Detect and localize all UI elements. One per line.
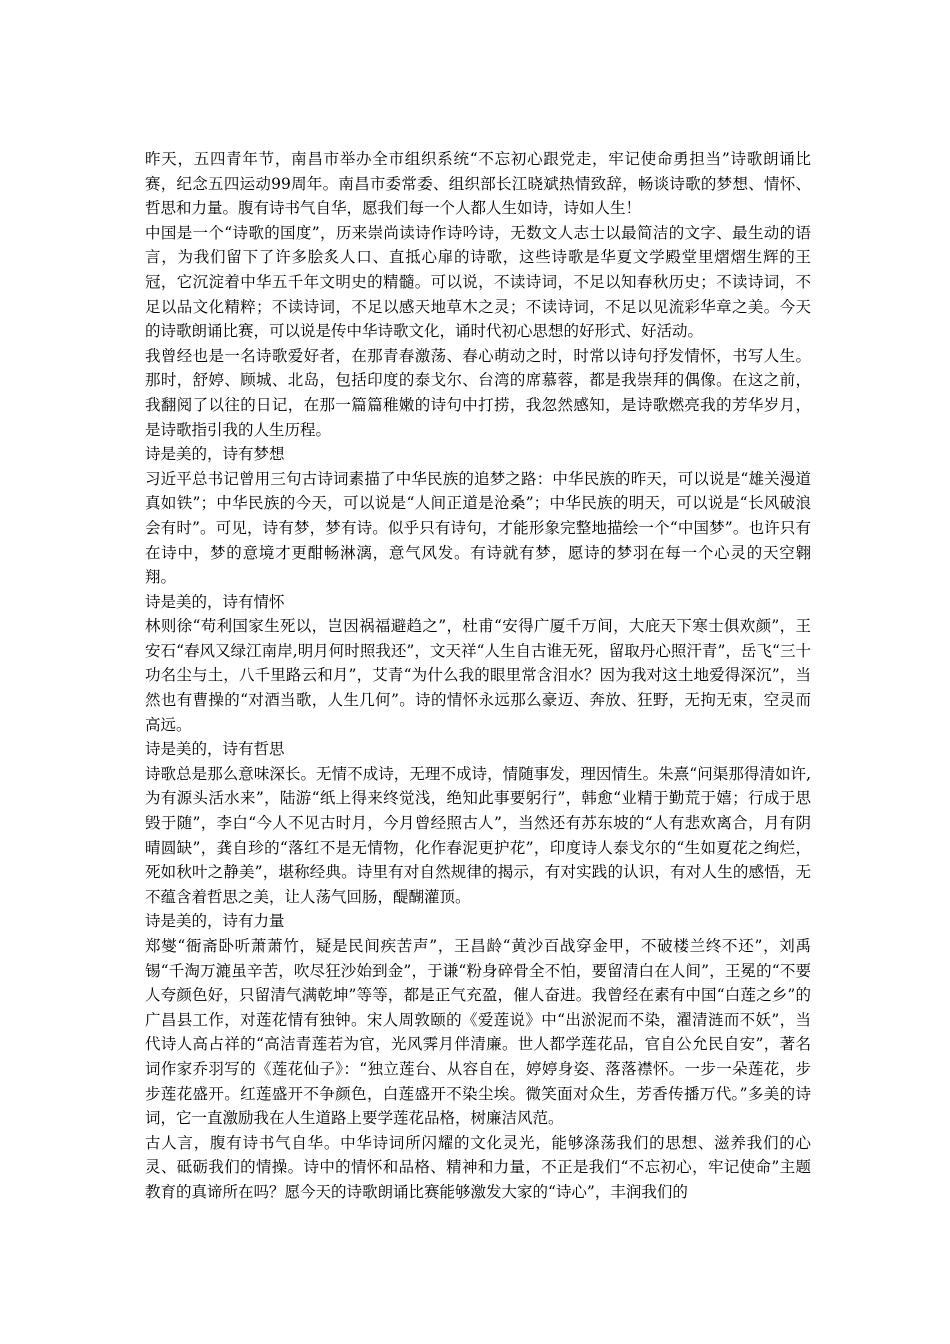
- paragraph-dream: 习近平总书记曾用三句古诗词素描了中华民族的追梦之路：中华民族的昨天，可以说是“雄关漫道真如铁”；中华民族的今天，可以说是“人间正道是沧桑”；中华民族的明天，可以说是“长风破浪会有时”。可见，诗有梦，梦有诗。似乎只有诗句，才能形象完整地描绘一个“中国梦”。也许只有在诗中，梦的意境才更酣畅淋漓，意气风发。有诗就有梦，愿诗的梦羽在每一个心灵的天空翱翔。: [145, 469, 811, 587]
- paragraph-intro: 昨天，五四青年节，南昌市举办全市组织系统“不忘初心跟党走，牢记使命勇担当”诗歌朗诵比赛，纪念五四运动99周年。南昌市委常委、组织部长江晓斌热情致辞，畅谈诗歌的梦想、情怀、哲思和力量。腹有诗书气自华，愿我们每一个人都人生如诗，诗如人生！: [145, 150, 811, 218]
- document-body: [145, 147, 811, 1205]
- section-heading-dream: 诗是美的，诗有梦想: [145, 445, 285, 464]
- section-heading-power: 诗是美的，诗有力量: [145, 912, 285, 931]
- paragraph-power: 郑燮“衙斋卧听萧萧竹，疑是民间疾苦声”，王昌龄“黄沙百战穿金甲，不破楼兰终不还”，刘禹锡“千淘万漉虽辛苦，吹尽狂沙始到金”，于谦“粉身碎骨全不怕，要留清白在人间”，王冕的“不要人夸颜色好，只留清气满乾坤”等等，都是正气充盈，催人奋进。我曾经在素有中国“白莲之乡”的广昌县工作，对莲花情有独钟。宋人周敦颐的《爱莲说》中“出淤泥而不染，濯清涟而不妖”，当代诗人高占祥的“高洁青莲若为官，光风霁月伴清廉。世人都学莲花品，官自公允民自安”，著名词作家乔羽写的《莲花仙子》：“独立莲台、从容自在，婷婷身姿、落落襟怀。一步一朵莲花，步步莲花盛开。红莲盛开不争颜色，白莲盛开不染尘埃。微笑面对众生，芳香传播万代。”多美的诗词，它一直激励我在人生道路上要学莲花品格，树廉洁风范。: [145, 937, 811, 1128]
- paragraph-sentiment: 林则徐“苟利国家生死以，岂因祸福避趋之”，杜甫“安得广厦千万间，大庇天下寒士俱欢颜”，王安石“春风又绿江南岸,明月何时照我还”，文天祥“人生自古谁无死，留取丹心照汗青”，岳飞“三十功名尘与土，八千里路云和月”，艾青“为什么我的眼里常含泪水？因为我对这土地爱得深沉”，当然也有曹操的“对酒当歌，人生几何”。诗的情怀永远那么豪迈、奔放、狂野，无拘无束，空灵而高远。: [145, 617, 811, 734]
- section-heading-sentiment: 诗是美的，诗有情怀: [145, 592, 285, 611]
- paragraph-poetry-nation: 中国是一个“诗歌的国度”，历来崇尚读诗作诗吟诗，无数文人志士以最简洁的文字、最生动的语言，为我们留下了许多脍炙人口、直抵心扉的诗歌，这些诗歌是华夏文学殿堂里熠熠生辉的王冠，它沉淀着中华五千年文明史的精髓。可以说，不读诗词，不足以知春秋历史；不读诗词，不足以品文化精粹；不读诗词，不足以感天地草木之灵；不读诗词，不足以见流彩华章之美。今天的诗歌朗诵比赛，可以说是传中华诗歌文化，诵时代初心思想的好形式、好活动。: [145, 223, 811, 341]
- paragraph-philosophy: 诗歌总是那么意味深长。无情不成诗，无理不成诗，情随事发，理因情生。朱熹“问渠那得清如许,为有源头活水来”，陆游“纸上得来终觉浅，绝知此事要躬行”，韩愈“业精于勤荒于嬉；行成于思毁于随”，李白“今人不见古时月，今月曾经照古人”，当然还有苏东坡的“人有悲欢离合，月有阴晴圆缺”，龚自珍的“落红不是无情物，化作春泥更护花”，印度诗人泰戈尔的“生如夏花之绚烂，死如秋叶之静美”，堪称经典。诗里有对自然规律的揭示，有对实践的认识，有对人生的感悟，无不蕴含着哲思之美，让人荡气回肠，醍醐灌顶。: [145, 764, 811, 906]
- paragraph-personal: 我曾经也是一名诗歌爱好者，在那青春激荡、春心萌动之时，时常以诗句抒发情怀，书写人生。那时，舒婷、顾城、北岛，包括印度的泰戈尔、台湾的席慕蓉，都是我崇拜的偶像。在这之前，我翻阅了以往的日记，在那一篇篇稚嫩的诗句中打捞，我忽然感知，是诗歌燃亮我的芳华岁月，是诗歌指引我的人生历程。: [145, 346, 811, 439]
- paragraph-conclusion: 古人言，腹有诗书气自华。中华诗词所闪耀的文化灵光，能够涤荡我们的思想、滋养我们的心灵、砥砺我们的情操。诗中的情怀和品格、精神和力量，不正是我们“不忘初心，牢记使命”主题教育的真谛所在吗？愿今天的诗歌朗诵比赛能够激发大家的“诗心”，丰润我们的: [145, 1133, 811, 1201]
- section-heading-philosophy: 诗是美的，诗有哲思: [145, 740, 285, 759]
